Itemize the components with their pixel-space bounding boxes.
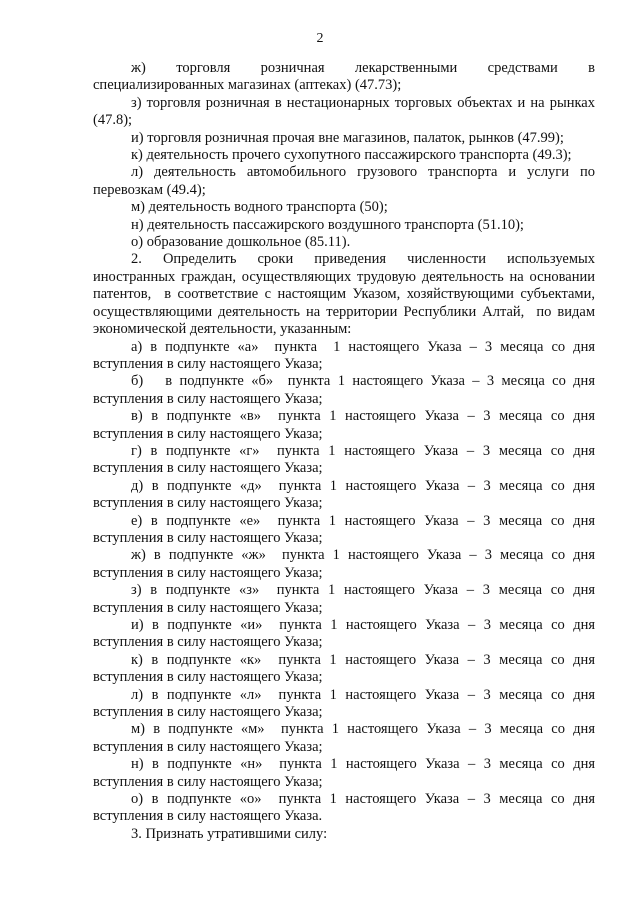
deadline-item-g: г) в подпункте «г» пункта 1 настоящего Указа – 3 месяца со дня вступления в силу настоящего Указа; xyxy=(93,442,599,477)
paragraph-m-water-transport: м) деятельность водного транспорта (50); xyxy=(131,199,388,216)
deadline-item-k: к) в подпункте «к» пункта 1 настоящего Указа – 3 месяца со дня вступления в силу настоящего Указа; xyxy=(93,651,599,686)
deadline-item-o: о) в подпункте «о» пункта 1 настоящего Указа – 3 месяца со дня вступления в силу настоящего Указа. xyxy=(93,791,599,825)
paragraph-k-land-transport: к) деятельность прочего сухопутного пассажирского транспорта (49.3); xyxy=(131,147,572,164)
paragraph-z-stalls: з) торговля розничная в нестационарных торговых объектах и на рынках (47.8); xyxy=(93,94,599,129)
paragraph-l-freight: л) деятельность автомобильного грузового транспорта и услуги по перевозкам (49.4); xyxy=(93,164,599,198)
deadline-item-e: е) в подпункте «е» пункта 1 настоящего Указа – 3 месяца со дня вступления в силу настоящего Указа; xyxy=(93,512,599,546)
deadline-item-m: м) в подпункте «м» пункта 1 настоящего Указа – 3 месяца со дня вступления в силу настоящего Указа; xyxy=(93,721,599,755)
deadline-item-l: л) в подпункте «л» пункта 1 настоящего Указа – 3 месяца со дня вступления в силу настоящего Указа; xyxy=(93,686,599,721)
page-number: 2 xyxy=(316,31,324,46)
paragraph-n-air-transport: н) деятельность пассажирского воздушного транспорта (51.10); xyxy=(131,216,524,233)
deadline-item-z: з) в подпункте «з» пункта 1 настоящего Указа – 3 месяца со дня вступления в силу настоящего Указа; xyxy=(93,582,599,616)
paragraph-3-repeal: 3. Признать утратившими силу: xyxy=(131,825,328,842)
document-body xyxy=(93,60,599,843)
deadline-item-i: и) в подпункте «и» пункта 1 настоящего Указа – 3 месяца со дня вступления в силу настоящего Указа; xyxy=(93,617,599,651)
paragraph-zh-pharmacy: ж) торговля розничная лекарственными средствами в специализированных магазинах (аптеках) (47.73); xyxy=(93,60,599,94)
paragraph-2-deadlines: 2. Определить сроки приведения численности используемых иностранных граждан, осуществляющих трудовую деятельность на основании патентов, в соответствие с настоящим Указом, хозяйствующими субъектами, осуществляющими деятельность на территории Республики Алтай, по видам экономической деятельности, указанным: xyxy=(93,251,599,338)
deadline-item-v: в) в подпункте «в» пункта 1 настоящего Указа – 3 месяца со дня вступления в силу настоящего Указа; xyxy=(93,408,599,442)
deadline-item-a: а) в подпункте «а» пункта 1 настоящего Указа – 3 месяца со дня вступления в силу настоящего Указа; xyxy=(93,338,599,372)
deadline-item-d: д) в подпункте «д» пункта 1 настоящего Указа – 3 месяца со дня вступления в силу настоящего Указа; xyxy=(93,477,599,512)
deadline-item-n: н) в подпункте «н» пункта 1 настоящего Указа – 3 месяца со дня вступления в силу настоящего Указа; xyxy=(93,756,599,790)
paragraph-o-preschool: о) образование дошкольное (85.11). xyxy=(131,234,351,251)
deadline-item-b: б) в подпункте «б» пункта 1 настоящего Указа – 3 месяца со дня вступления в силу настоящего Указа; xyxy=(93,373,599,407)
paragraph-i-other-retail: и) торговля розничная прочая вне магазинов, палаток, рынков (47.99); xyxy=(131,129,564,146)
deadline-item-zh: ж) в подпункте «ж» пункта 1 настоящего Указа – 3 месяца со дня вступления в силу настоящего Указа; xyxy=(93,547,599,581)
